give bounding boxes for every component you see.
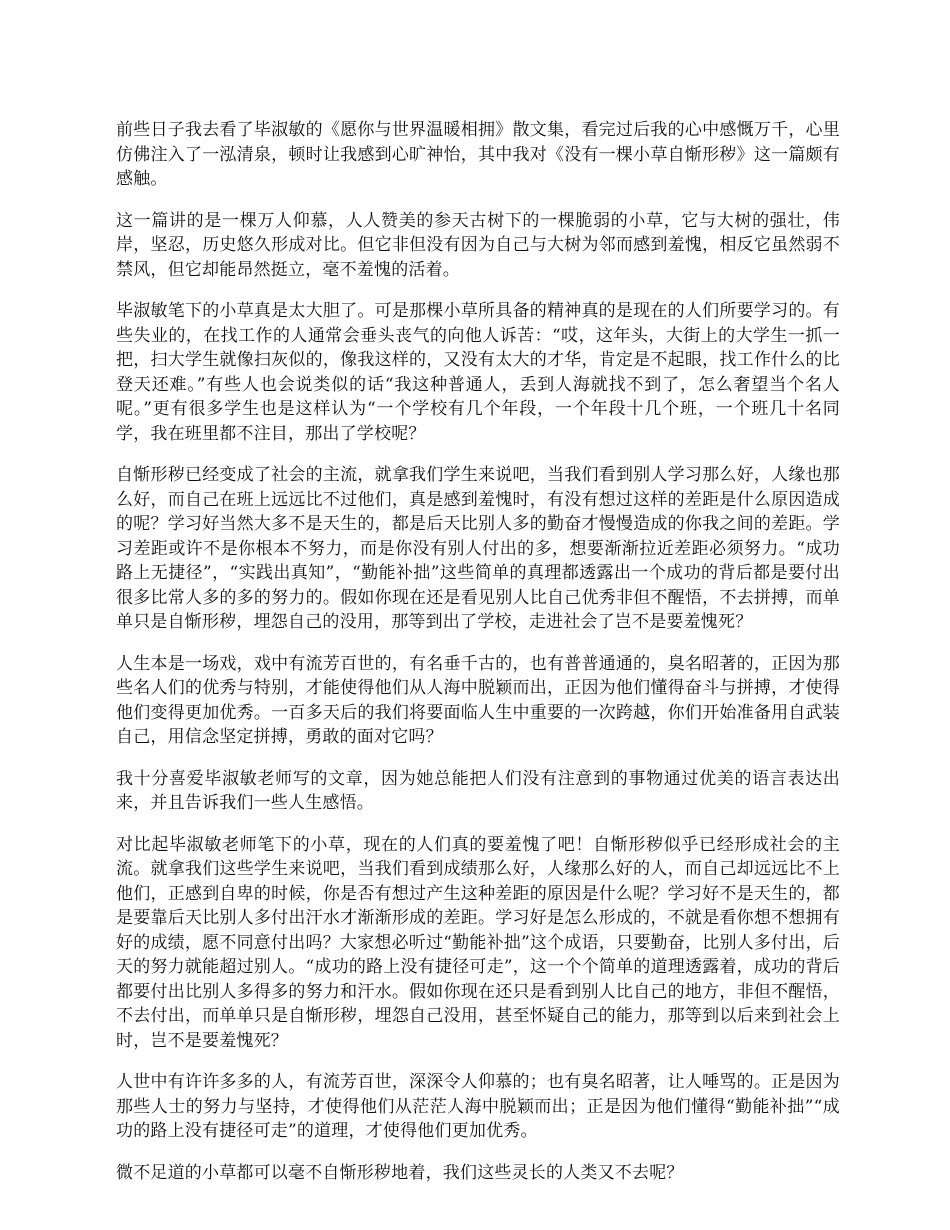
paragraph-4: 自惭形秽已经变成了社会的主流，就拿我们学生来说吧，当我们看到别人学习那么好，人缘也那么好，而自己在班上远远比不过他们，真是感到羞愧时，有没有想过这样的差距是什么原因造成的呢？学习好当然大多不是天生的，都是后天比别人多的勤奋才慢慢造成的你我之间的差距。学习差距或许不是你根本不努力，而是你没有别人付出的多，想要渐渐拉近差距必须努力。“成功路上无捷径”，“实践出真知”，“勤能补拙”这些简单的真理都透露出一个成功的背后都是要付出很多比常人多的多的努力的。假如你现在还是看见别人比自己优秀非但不醒悟，不去拼搏，而单单只是自惭形秽，埋怨自己的没用，那等到出了学校，走进社会了岂不是要羞愧死？ bbox=[116, 465, 840, 632]
paragraph-7: 对比起毕淑敏老师笔下的小草，现在的人们真的要羞愧了吧！自惭形秽似乎已经形成社会的主流。就拿我们这些学生来说吧，当我们看到成绩那么好，人缘那么好的人，而自己却远远比不上他们，正感到自卑的时候，你是否有想过产生这种差距的原因是什么呢？学习好不是天生的，都是要靠后天比别人多付出汗水才渐渐形成的差距。学习好是怎么形成的，不就是看你想不想拥有好的成绩，愿不同意付出吗？大家想必听过“勤能补拙”这个成语，只要勤奋，比别人多付出，后天的努力就能超过别人。“成功的路上没有捷径可走”，这一个个简单的道理透露着，成功的背后都要付出比别人多得多的努力和汗水。假如你现在还只是看到别人比自己的地方，非但不醒悟，不去付出，而单单只是自惭形秽，埋怨自己没用，甚至怀疑自己的能力，那等到以后来到社会上时，岂不是要羞愧死？ bbox=[116, 834, 840, 1051]
paragraph-9: 微不足道的小草都可以毫不自惭形秽地着，我们这些灵长的人类又不去呢？ bbox=[116, 1162, 684, 1183]
paragraph-1: 前些日子我去看了毕淑敏的《愿你与世界温暖相拥》散文集，看完过后我的心中感慨万千，心里仿佛注入了一泓清泉，顿时让我感到心旷神怡，其中我对《没有一棵小草自惭形秽》这一篇颇有感触。 bbox=[116, 120, 840, 189]
paragraph-5: 人生本是一场戏，戏中有流芳百世的，有名垂千古的，也有普普通通的，臭名昭著的，正因为那些名人们的优秀与特别，才能使得他们从人海中脱颖而出，正因为他们懂得奋斗与拼搏，才使得他们变得更加优秀。一百多天后的我们将要面临人生中重要的一次跨越，你们开始准备用自武装自己，用信念坚定拼搏，勇敢的面对它吗？ bbox=[116, 653, 840, 747]
document-body bbox=[116, 118, 840, 1202]
paragraph-6: 我十分喜爱毕淑敏老师写的文章，因为她总能把人们没有注意到的事物通过优美的语言表达出来，并且告诉我们一些人生感悟。 bbox=[116, 768, 840, 813]
paragraph-2: 这一篇讲的是一棵万人仰慕，人人赞美的参天古树下的一棵脆弱的小草，它与大树的强壮，伟岸，坚忍，历史悠久形成对比。但它非但没有因为自己与大树为邻而感到羞愧，相反它虽然弱不禁风，但它却能昂然挺立，毫不羞愧的活着。 bbox=[116, 210, 840, 280]
paragraph-8: 人世中有许许多多的人，有流芳百世，深深令人仰慕的；也有臭名昭著，让人唾骂的。正是因为那些人士的努力与坚持，才使得他们从茫茫人海中脱颖而出；正是因为他们懂得“勤能补拙”“成功的路上没有捷径可走”的道理，才使得他们更加优秀。 bbox=[116, 1072, 840, 1141]
paragraph-3: 毕淑敏笔下的小草真是太大胆了。可是那棵小草所具备的精神真的是现在的人们所要学习的。有些失业的，在找工作的人通常会垂头丧气的向他人诉苦：“哎，这年头，大街上的大学生一抓一把，扫大学生就像扫灰似的，像我这样的，又没有太大的才华，肯定是不起眼，找工作什么的比登天还难。”有些人也会说类似的话“我这种普通人，丢到人海就找不到了，怎么奢望当个名人呢。”更有很多学生也是这样认为“一个学校有几个年段，一个年段十几个班，一个班几十名同学，我在班里都不注目，那出了学校呢？ bbox=[116, 301, 840, 444]
